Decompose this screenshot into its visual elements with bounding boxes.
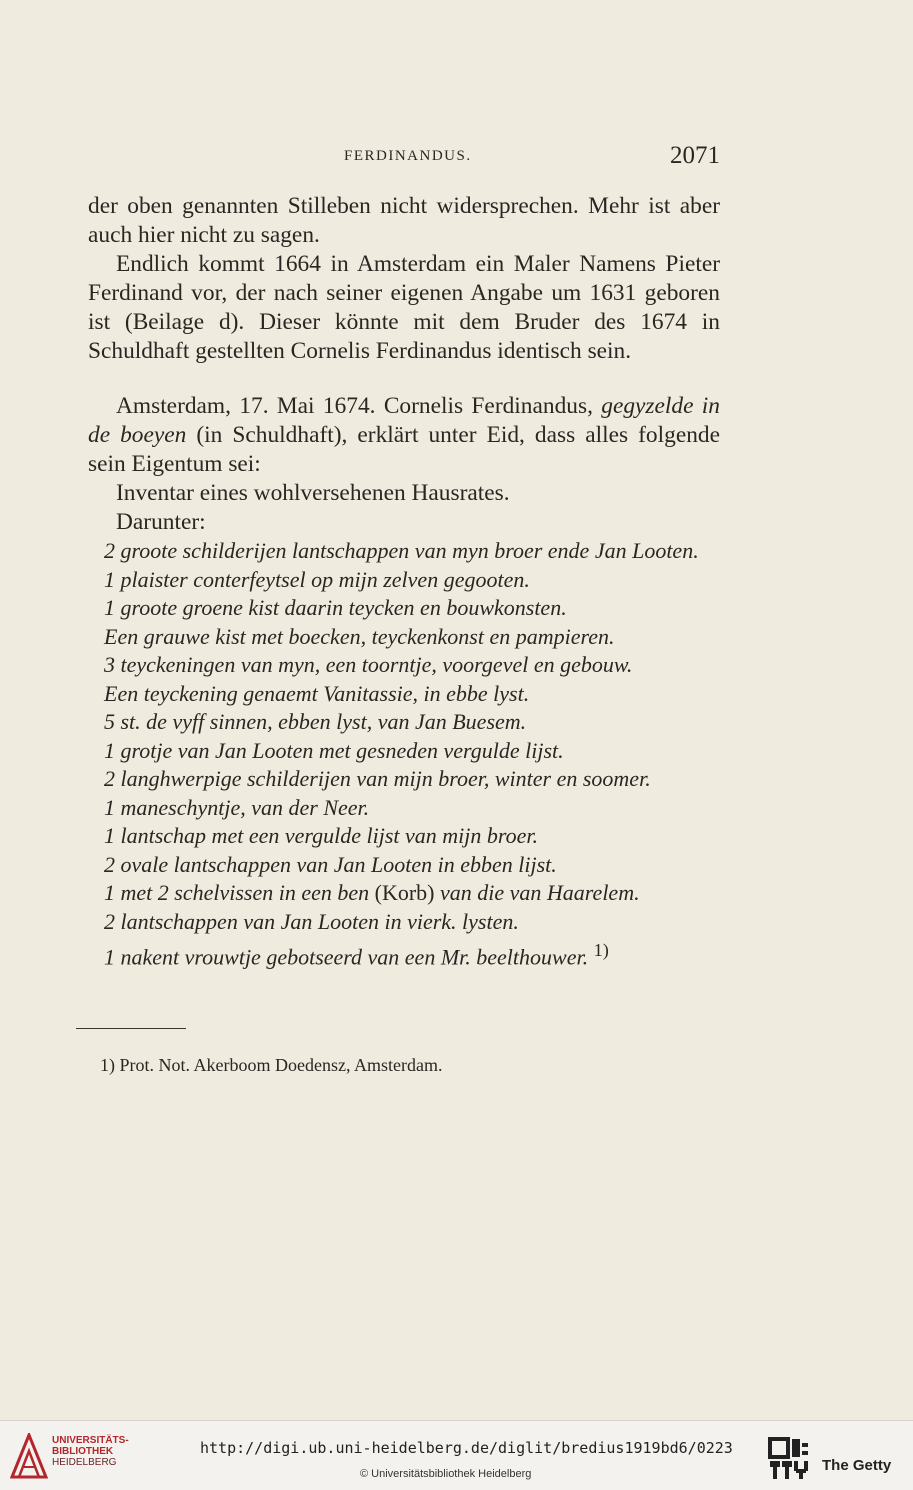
- item-text: 1 met 2 schelvissen in een ben: [104, 880, 375, 905]
- running-title: FERDINANDUS.: [344, 148, 472, 164]
- getty-logo-icon: [768, 1437, 812, 1485]
- footnote-rule: [76, 1028, 186, 1029]
- inventory-item: 2 lantschappen van Jan Looten in vierk. lysten.: [104, 908, 519, 934]
- inventory-item: 2 langhwerpige schilderijen van mijn broer, winter en soomer.: [104, 766, 651, 791]
- inventory-heading: Inventar eines wohlversehenen Hausrates.: [116, 480, 510, 506]
- inventory-item: 3 teyckeningen van myn, een toorntje, voorgevel en gebouw.: [104, 652, 633, 677]
- darunter-label: Darunter:: [116, 509, 206, 535]
- inventory-item: 1 maneschyntje, van der Neer.: [104, 794, 370, 820]
- inventory-item: [88, 936, 720, 972]
- library-name: [52, 1435, 129, 1468]
- document-intro: [88, 392, 720, 479]
- page-number: 2071: [670, 142, 720, 169]
- inventory-item: 5 st. de vyff sinnen, ebben lyst, van Jan Buesem.: [104, 709, 527, 734]
- footnote: 1) Prot. Not. Akerboom Doedensz, Amsterdam.: [100, 1055, 443, 1075]
- permalink-url[interactable]: http://digi.ub.uni-heidelberg.de/diglit/bredius1919bd6/0223: [200, 1439, 733, 1457]
- paragraph: Endlich kommt 1664 in Amsterdam ein Maler Namens Pieter Ferdinand vor, der nach seiner eigenen Angabe um 1631 geboren ist (Beilage d). Dieser könnte mit dem Bruder des 1674 in Schuldhaft gestellten Cornelis Ferdinandus identisch sein.: [88, 251, 720, 364]
- running-head: [88, 142, 720, 176]
- intro-text: (in Schuldhaft), erklärt unter Eid, dass alles folgende sein Eigentum sei:: [88, 422, 720, 477]
- item-text: 1 nakent vrouwtje gebotseerd van een Mr. beelthouwer.: [104, 944, 589, 970]
- item-text: van die van Haarelem.: [434, 880, 640, 905]
- inventory-item: 2 ovale lantschappen van Jan Looten in ebben lijst.: [104, 851, 557, 877]
- inventory-item: 2 groote schilderijen lantschappen van myn broer ende Jan Looten.: [104, 538, 699, 563]
- partner-name: The Getty: [822, 1457, 892, 1474]
- copyright-notice: © Universitätsbibliothek Heidelberg: [360, 1468, 532, 1480]
- inventory-item: 1 grotje van Jan Looten met gesneden vergulde lijst.: [104, 737, 564, 763]
- library-name-line: BIBLIOTHEK: [52, 1446, 114, 1457]
- intro-quote: gegyzelde in de boeyen: [88, 393, 720, 448]
- paragraph: der oben genannten Stilleben nicht widersprechen. Mehr ist aber auch hier nicht zu sagen.: [88, 193, 720, 248]
- inventory-item: [88, 879, 720, 908]
- intro-text: Amsterdam, 17. Mai 1674. Cornelis Ferdinandus,: [116, 393, 602, 419]
- body-text: [88, 192, 720, 972]
- footnote-ref: 1): [593, 940, 609, 960]
- viewer-footer: [0, 1420, 913, 1490]
- inventory-item: 1 plaister conterfeytsel op mijn zelven gegooten.: [104, 566, 530, 592]
- inventory-item: 1 lantschap met een vergulde lijst van mijn broer.: [104, 823, 539, 848]
- library-name-line: UNIVERSITÄTS-: [52, 1435, 129, 1446]
- library-name-line: HEIDELBERG: [52, 1457, 117, 1468]
- item-gloss: (Korb): [374, 880, 435, 905]
- inventory-item: 1 groote groene kist daarin teycken en bouwkonsten.: [104, 595, 567, 620]
- heidelberg-logo-icon: [10, 1433, 48, 1483]
- inventory-item: Een grauwe kist met boecken, teyckenkonst en pampieren.: [104, 623, 615, 649]
- inventory-item: Een teyckening genaemt Vanitassie, in ebbe lyst.: [104, 680, 530, 706]
